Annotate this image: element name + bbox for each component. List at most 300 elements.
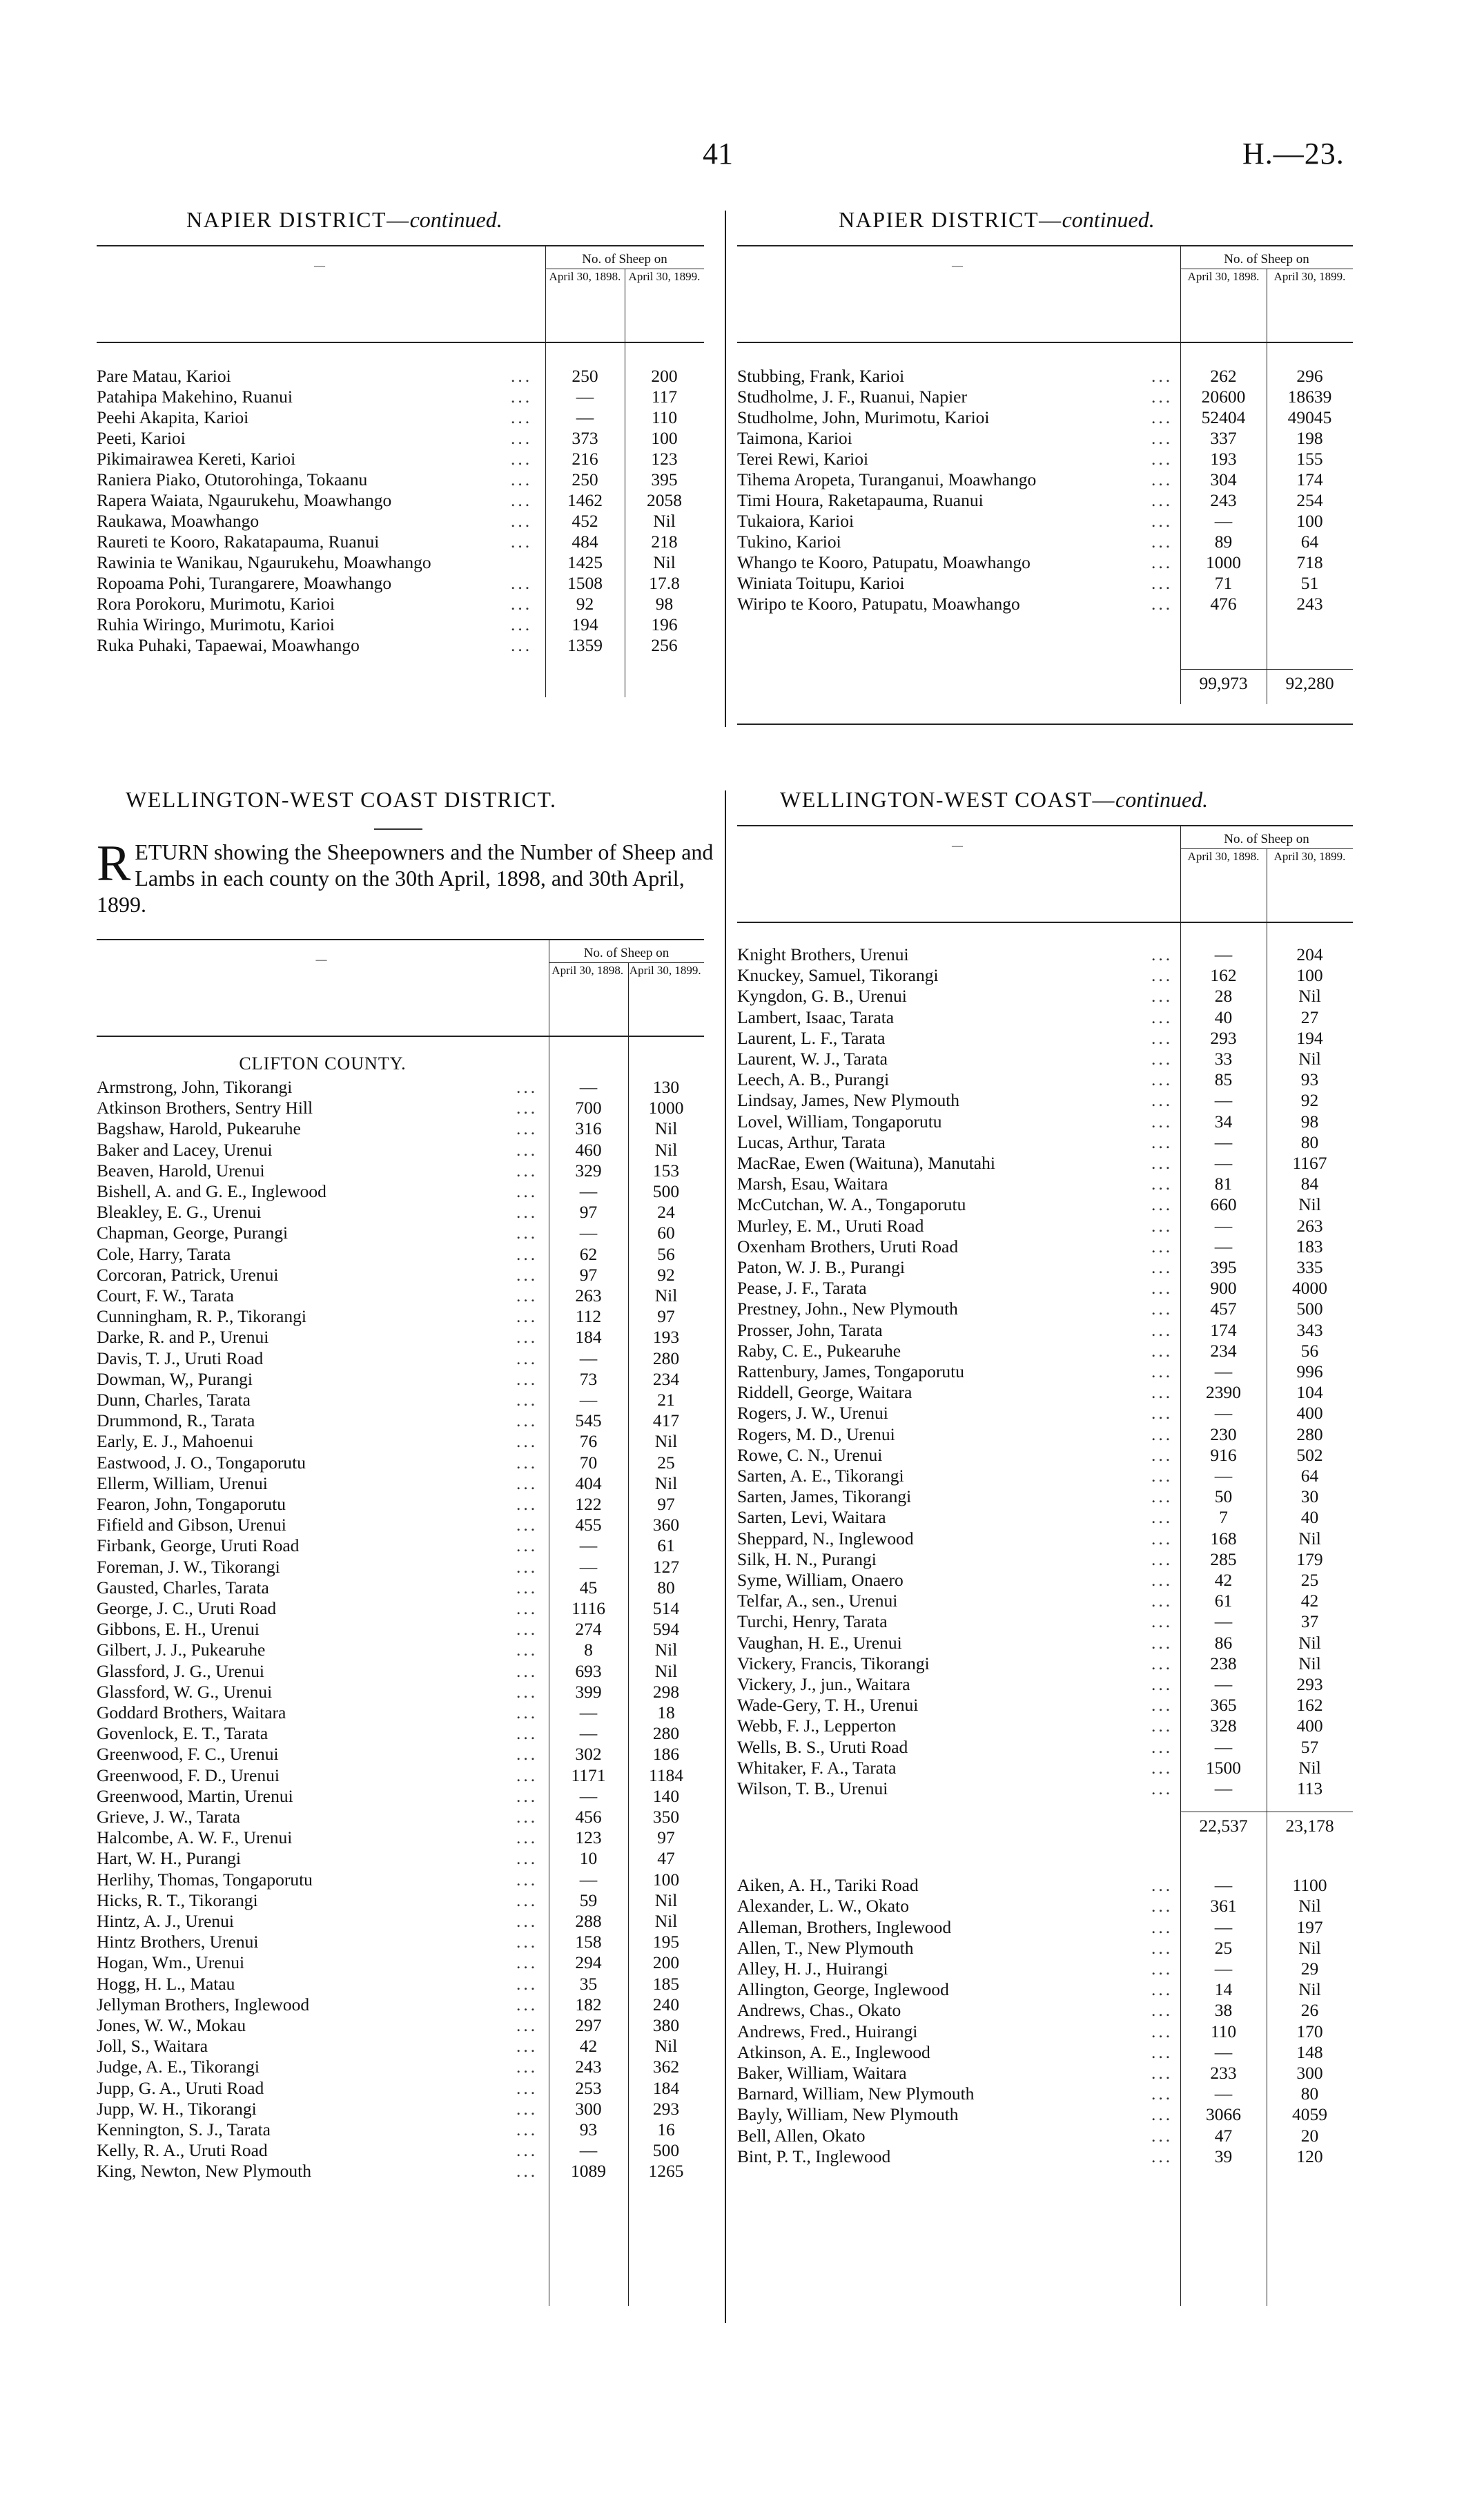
owner-name: Rattenbury, James, Tongaporutu xyxy=(737,1361,964,1381)
sheep-1899: 197 xyxy=(1296,1916,1323,1937)
leader-dots: ... xyxy=(1151,552,1173,572)
sheep-1899: 162 xyxy=(1296,1695,1323,1716)
owner-name: Kyngdon, G. B., Urenui xyxy=(737,986,907,1007)
sheep-1898: — xyxy=(1214,1466,1233,1486)
sheep-1899: 200 xyxy=(652,1952,680,1973)
sheep-1898: 3066 xyxy=(1206,2104,1241,2125)
table-row xyxy=(97,1265,704,1288)
table-row xyxy=(97,1974,704,1997)
owner-name: Gibbons, E. H., Urenui xyxy=(97,1619,260,1640)
owner-name: Corcoran, Patrick, Urenui xyxy=(97,1264,279,1285)
owner-name: Hart, W. H., Purangi xyxy=(97,1848,241,1869)
table-row xyxy=(97,2057,704,2079)
owner-name: Atkinson Brothers, Sentry Hill xyxy=(97,1098,313,1118)
sheep-1899: 198 xyxy=(1296,428,1323,448)
leader-dots: ... xyxy=(1151,2104,1173,2125)
leader-dots: ... xyxy=(511,449,533,469)
sheep-1899: Nil xyxy=(654,2036,678,2057)
owner-name: Prosser, John, Tarata xyxy=(737,1319,883,1340)
sheep-1898: 110 xyxy=(1210,2021,1237,2041)
sheep-1899: Nil xyxy=(654,1640,678,1660)
leader-dots: ... xyxy=(511,366,533,386)
owner-name: Herlihy, Thomas, Tongaporutu xyxy=(97,1869,313,1890)
owner-name: Andrews, Fred., Huirangi xyxy=(737,2021,918,2041)
sheep-1898: 250 xyxy=(572,366,598,386)
leader-dots: ... xyxy=(516,1807,538,1827)
sheep-1898: 302 xyxy=(575,1744,602,1765)
sheep-1899: 24 xyxy=(657,1202,675,1223)
owner-name: Hintz, A. J., Urenui xyxy=(97,1911,235,1931)
sheep-1899: Nil xyxy=(654,1890,678,1910)
sheep-1899: 1167 xyxy=(1292,1153,1327,1173)
sheep-1899: 263 xyxy=(1296,1215,1323,1236)
owner-name: Fifield and Gibson, Urenui xyxy=(97,1515,286,1535)
sheep-1899: 1000 xyxy=(648,1098,684,1118)
owner-name: Jupp, G. A., Uruti Road xyxy=(97,2077,264,2098)
table-row xyxy=(737,1674,1353,1697)
table-row xyxy=(737,1069,1353,1092)
sheep-1898: 93 xyxy=(579,2119,598,2139)
sheep-1899: 80 xyxy=(1300,2084,1319,2104)
sheep-1899: 1265 xyxy=(648,2161,684,2182)
table-row xyxy=(97,511,704,534)
owner-name: Atkinson, A. E., Inglewood xyxy=(737,2041,930,2062)
sheep-1899: 254 xyxy=(1296,490,1323,510)
header-col-1899: April 30, 1899. xyxy=(1273,270,1346,283)
sheep-1898: — xyxy=(579,1535,598,1556)
sheep-1898: 92 xyxy=(576,594,594,614)
table-row xyxy=(97,469,704,492)
leader-dots: ... xyxy=(511,428,533,448)
sheep-1898: 39 xyxy=(1214,2146,1233,2166)
owner-name: Wells, B. S., Uruti Road xyxy=(737,1736,908,1757)
sheep-1898: 89 xyxy=(1214,532,1233,552)
sheep-1899: 293 xyxy=(1296,1674,1323,1694)
sheep-1898: 71 xyxy=(1214,573,1233,593)
leader-dots: ... xyxy=(1151,1069,1173,1090)
sheep-1898: 73 xyxy=(579,1368,598,1389)
section-title-napier-right xyxy=(839,207,1155,233)
table-row xyxy=(737,407,1353,430)
table-row xyxy=(97,1369,704,1392)
leader-dots: ... xyxy=(1151,1695,1173,1716)
sheep-1899: Nil xyxy=(1298,1937,1321,1958)
header-col-1898: April 30, 1898. xyxy=(551,964,624,977)
header-col-1899: April 30, 1899. xyxy=(628,270,701,283)
owner-name: Judge, A. E., Tikorangi xyxy=(97,2057,260,2077)
owner-name: Alexander, L. W., Okato xyxy=(737,1896,909,1916)
table-row xyxy=(97,1682,704,1705)
table-row xyxy=(737,1153,1353,1176)
leader-dots: ... xyxy=(1151,1153,1173,1173)
sheep-1899: 100 xyxy=(652,1869,680,1890)
owner-name: Greenwood, F. C., Urenui xyxy=(97,1744,279,1765)
owner-name: Sarten, James, Tikorangi xyxy=(737,1486,912,1507)
table-row xyxy=(737,1174,1353,1196)
header-col-1898: April 30, 1898. xyxy=(1187,850,1260,863)
table-row xyxy=(97,1535,704,1558)
leader-dots: ... xyxy=(516,1368,538,1389)
sheep-1898: 97 xyxy=(579,1202,598,1223)
owner-name: Allington, George, Inglewood xyxy=(737,1979,949,2000)
sheep-1899: 61 xyxy=(657,1535,675,1556)
sheep-1899: 56 xyxy=(657,1243,675,1264)
table-row xyxy=(737,1132,1353,1155)
sheep-1899: 27 xyxy=(1300,1007,1319,1027)
table-row xyxy=(737,1382,1353,1405)
sheep-1898: — xyxy=(1214,2084,1233,2104)
sheep-1899: 1100 xyxy=(1292,1875,1327,1896)
owner-name: Rogers, M. D., Urenui xyxy=(737,1424,895,1444)
sheep-1898: 1171 xyxy=(571,1765,606,1785)
sheep-1899: 16 xyxy=(657,2119,675,2139)
leader-dots: ... xyxy=(1151,1528,1173,1549)
sheep-1899: Nil xyxy=(1298,1528,1321,1549)
table-row xyxy=(737,1278,1353,1301)
owner-name: Whango te Kooro, Patupatu, Moawhango xyxy=(737,552,1031,572)
intro-dropcap: R xyxy=(97,835,131,892)
sheep-1898: 263 xyxy=(575,1285,602,1305)
owner-name: Raniera Piako, Otutorohinga, Tokaanu xyxy=(97,469,368,489)
sheep-1899: 400 xyxy=(1296,1403,1323,1424)
owner-name: Taimona, Karioi xyxy=(737,428,852,448)
owner-name: Stubbing, Frank, Karioi xyxy=(737,366,905,386)
sheep-1898: — xyxy=(1214,1674,1233,1694)
owner-name: Knight Brothers, Urenui xyxy=(737,944,909,964)
leader-dots: ... xyxy=(1151,1215,1173,1236)
table-row xyxy=(97,1390,704,1412)
section-title-text: WELLINGTON-WEST COAST— xyxy=(780,787,1115,812)
sheep-1899: 92 xyxy=(1300,1090,1319,1111)
leader-dots: ... xyxy=(1151,1736,1173,1757)
owner-name: Rora Porokoru, Murimotu, Karioi xyxy=(97,594,335,614)
leader-dots: ... xyxy=(516,1681,538,1702)
table-row xyxy=(97,1952,704,1975)
table-row xyxy=(97,1911,704,1934)
leader-dots: ... xyxy=(516,1598,538,1618)
owner-name: McCutchan, W. A., Tongaporutu xyxy=(737,1194,966,1215)
leader-dots: ... xyxy=(1151,1027,1173,1048)
sheep-1898: 158 xyxy=(575,1932,602,1952)
owner-name: Early, E. J., Mahoenui xyxy=(97,1431,254,1452)
owner-name: Jellyman Brothers, Inglewood xyxy=(97,1994,310,2015)
owner-name: Paton, W. J. B., Purangi xyxy=(737,1257,905,1277)
sheep-1899: 200 xyxy=(651,366,678,386)
table-row xyxy=(97,1870,704,1892)
leader-dots: ... xyxy=(1151,1632,1173,1653)
sheep-1898: — xyxy=(1214,1132,1233,1152)
sheep-1899: 148 xyxy=(1296,2041,1323,2062)
leader-dots: ... xyxy=(516,1390,538,1410)
sheep-1899: 30 xyxy=(1300,1486,1319,1507)
owner-name: Peeti, Karioi xyxy=(97,428,186,448)
owner-name: Darke, R. and P., Urenui xyxy=(97,1327,269,1348)
sheep-1899: 280 xyxy=(1296,1424,1323,1444)
table-row xyxy=(737,1028,1353,1051)
owner-name: MacRae, Ewen (Waituna), Manutahi xyxy=(737,1153,995,1173)
owner-name: Raby, C. E., Pukearuhe xyxy=(737,1340,901,1361)
leader-dots: ... xyxy=(1151,387,1173,407)
leader-dots: ... xyxy=(1151,2063,1173,2083)
owner-name: Vickery, Francis, Tikorangi xyxy=(737,1653,930,1673)
table-row xyxy=(737,1591,1353,1613)
sheep-1899: 100 xyxy=(1296,965,1323,986)
table-row xyxy=(97,1494,704,1517)
leader-dots: ... xyxy=(1151,1716,1173,1736)
sheep-1899: 280 xyxy=(652,1723,680,1744)
sheep-1899: 127 xyxy=(652,1556,680,1577)
table-row xyxy=(737,1257,1353,1280)
sheep-1898: — xyxy=(579,1556,598,1577)
table-row xyxy=(97,2015,704,2038)
sheep-1898: 1089 xyxy=(571,2161,606,2182)
table-row xyxy=(97,1327,704,1350)
table-row xyxy=(737,965,1353,988)
table-row xyxy=(97,1348,704,1371)
sheep-1898: 112 xyxy=(575,1306,602,1327)
table-row xyxy=(737,1938,1353,1961)
owner-name: Court, F. W., Tarata xyxy=(97,1285,234,1305)
sheep-1898: 455 xyxy=(575,1515,602,1535)
sheep-1898: 52404 xyxy=(1201,407,1246,427)
sheep-1898: — xyxy=(576,407,594,427)
sheep-1899: Nil xyxy=(1298,986,1321,1007)
leader-dots: ... xyxy=(516,1285,538,1305)
table-row xyxy=(737,1758,1353,1780)
sheep-1898: — xyxy=(579,1077,598,1097)
leader-dots: ... xyxy=(1151,1591,1173,1611)
sheep-1899: 49045 xyxy=(1287,407,1332,427)
leader-dots: ... xyxy=(511,407,533,427)
leader-dots: ... xyxy=(516,1660,538,1681)
owner-name: Ropoama Pohi, Turangarere, Moawhango xyxy=(97,573,392,593)
leader-dots: ... xyxy=(516,1744,538,1765)
sheep-1899: 193 xyxy=(652,1327,680,1348)
table-row xyxy=(97,1118,704,1141)
leader-dots: ... xyxy=(511,594,533,614)
sheep-1899: 335 xyxy=(1296,1257,1323,1277)
owner-name: Wiripo te Kooro, Patupatu, Moawhango xyxy=(737,594,1020,614)
sheep-1899: 20 xyxy=(1300,2125,1319,2146)
owner-name: Winiata Toitupu, Karioi xyxy=(737,573,905,593)
sheep-1899: 130 xyxy=(652,1077,680,1097)
leader-dots: ... xyxy=(516,2098,538,2119)
table-row xyxy=(737,490,1353,513)
table-row xyxy=(97,1515,704,1537)
sheep-1898: 1000 xyxy=(1206,552,1241,572)
header-col-1899: April 30, 1899. xyxy=(1273,850,1346,863)
owner-name: Tukaiora, Karioi xyxy=(737,511,855,531)
table-rule xyxy=(628,962,629,2306)
sheep-1899: 98 xyxy=(655,594,674,614)
table-rule xyxy=(545,245,546,697)
owner-name: Baker, William, Waitara xyxy=(737,2063,907,2083)
sheep-1899: 155 xyxy=(1296,449,1323,469)
leader-dots: ... xyxy=(1151,1132,1173,1152)
sheep-1898: 14 xyxy=(1214,1979,1233,2000)
section-title-wellington-right xyxy=(780,787,1208,813)
leader-dots: ... xyxy=(516,1098,538,1118)
table-row xyxy=(737,1341,1353,1363)
leader-dots: ... xyxy=(511,635,533,655)
leader-dots: ... xyxy=(516,1890,538,1910)
section-title-napier-left xyxy=(186,207,502,233)
table-row xyxy=(737,469,1353,492)
owner-name: Pease, J. F., Tarata xyxy=(737,1278,867,1299)
sheep-1899: 40 xyxy=(1300,1507,1319,1528)
sheep-1899: 26 xyxy=(1300,2000,1319,2021)
leader-dots: ... xyxy=(516,1577,538,1598)
sheep-1898: 288 xyxy=(575,1911,602,1931)
owner-name: Pare Matau, Karioi xyxy=(97,366,231,386)
owner-name: Sarten, Levi, Waitara xyxy=(737,1507,886,1528)
table-row xyxy=(737,1570,1353,1593)
leader-dots: ... xyxy=(1151,1653,1173,1673)
sheep-1898: — xyxy=(579,2140,598,2161)
owner-name: Alley, H. J., Huirangi xyxy=(737,1959,888,1979)
table-row xyxy=(97,1661,704,1684)
owner-name: Rawinia te Wanikau, Ngaurukehu, Moawhango xyxy=(97,552,431,572)
sheep-1899: 293 xyxy=(652,2098,680,2119)
sheep-1899: 234 xyxy=(652,1368,680,1389)
table-row xyxy=(737,1424,1353,1447)
leader-dots: ... xyxy=(1151,1319,1173,1340)
owner-name: Jones, W. W., Mokau xyxy=(97,2015,246,2035)
sheep-1898: 40 xyxy=(1214,1007,1233,1027)
sheep-1899: 42 xyxy=(1300,1591,1319,1611)
intro-paragraph xyxy=(97,835,718,918)
sheep-1899: 204 xyxy=(1296,944,1323,964)
table-row xyxy=(737,1633,1353,1656)
sheep-1898: 25 xyxy=(1214,1937,1233,1958)
owner-name: Vickery, J., jun., Waitara xyxy=(737,1674,910,1694)
table-row xyxy=(737,387,1353,409)
sheep-1898: — xyxy=(1214,1215,1233,1236)
table-row xyxy=(97,1223,704,1245)
table-row xyxy=(737,1466,1353,1488)
table-row xyxy=(737,428,1353,451)
table-row xyxy=(97,1473,704,1496)
leader-dots: ... xyxy=(1151,469,1173,489)
table-row xyxy=(737,1875,1353,1898)
leader-dots: ... xyxy=(1151,1875,1173,1896)
sheep-1898: 916 xyxy=(1210,1444,1237,1465)
owner-name: Rowe, C. N., Urenui xyxy=(737,1444,883,1465)
sheep-1898: — xyxy=(1214,1959,1233,1979)
table-row xyxy=(737,1486,1353,1509)
leader-dots: ... xyxy=(1151,594,1173,614)
sheep-1898: 484 xyxy=(572,532,598,552)
table-row xyxy=(737,511,1353,534)
owner-name: Laurent, W. J., Tarata xyxy=(737,1049,888,1069)
leader-dots: ... xyxy=(1151,1959,1173,1979)
leader-dots: ... xyxy=(516,1994,538,2015)
sheep-1899: 179 xyxy=(1296,1549,1323,1569)
sheep-1899: 174 xyxy=(1296,469,1323,489)
table-row xyxy=(97,1598,704,1621)
table-row xyxy=(97,1577,704,1600)
owner-name: Cole, Harry, Tarata xyxy=(97,1243,231,1264)
owner-name: Eastwood, J. O., Tongaporutu xyxy=(97,1452,306,1473)
owner-name: Pikimairawea Kereti, Karioi xyxy=(97,449,296,469)
sheep-1899: 417 xyxy=(652,1410,680,1431)
sheep-1898: 38 xyxy=(1214,2000,1233,2021)
owner-name: Prestney, John., New Plymouth xyxy=(737,1299,958,1319)
owner-name: Fearon, John, Tongaporutu xyxy=(97,1494,286,1514)
table-row xyxy=(97,490,704,513)
section-title-wellington: WELLINGTON-WEST COAST DISTRICT. xyxy=(126,787,557,812)
leader-dots: ... xyxy=(516,1556,538,1577)
leader-dots: ... xyxy=(1151,1916,1173,1937)
leader-dots: ... xyxy=(516,2057,538,2077)
leader-dots: ... xyxy=(1151,1236,1173,1256)
sheep-1899: Nil xyxy=(1298,1896,1321,1916)
sheep-1898: — xyxy=(579,1869,598,1890)
leader-dots: ... xyxy=(516,1932,538,1952)
table-row xyxy=(737,1403,1353,1426)
owner-name: Knuckey, Samuel, Tikorangi xyxy=(737,965,939,986)
leader-dots: ... xyxy=(516,1473,538,1493)
owner-name: Lindsay, James, New Plymouth xyxy=(737,1090,960,1111)
sheep-1898: 545 xyxy=(575,1410,602,1431)
sheep-1899: 594 xyxy=(652,1619,680,1640)
sheep-1898: 297 xyxy=(575,2015,602,2035)
table-row xyxy=(737,1653,1353,1676)
sheep-1898: 457 xyxy=(1210,1299,1237,1319)
sheep-1899: 2058 xyxy=(647,490,682,510)
header-col-1898: April 30, 1898. xyxy=(1187,270,1260,283)
owner-name: Glassford, W. G., Urenui xyxy=(97,1681,273,1702)
leader-dots: ... xyxy=(516,1410,538,1431)
table-row xyxy=(737,1716,1353,1738)
leader-dots: ... xyxy=(516,1535,538,1556)
table-row xyxy=(737,986,1353,1009)
sheep-1899: 92 xyxy=(657,1264,675,1285)
sheep-1898: 476 xyxy=(1210,594,1237,614)
leader-dots: ... xyxy=(516,1139,538,1160)
table-row xyxy=(97,1744,704,1767)
owner-name: Wade-Gery, T. H., Urenui xyxy=(737,1695,919,1716)
sheep-1898: 50 xyxy=(1214,1486,1233,1507)
sheep-1898: 452 xyxy=(572,511,598,531)
sheep-1898: 404 xyxy=(575,1473,602,1493)
leader-dots: ... xyxy=(511,511,533,531)
sheep-1898: — xyxy=(1214,1090,1233,1111)
table-row xyxy=(737,1090,1353,1113)
sheep-1898: 230 xyxy=(1210,1424,1237,1444)
sheep-1899: 100 xyxy=(651,428,678,448)
leader-dots: ... xyxy=(1151,1194,1173,1215)
leader-dots: ... xyxy=(516,2036,538,2057)
owner-name: Beaven, Harold, Urenui xyxy=(97,1160,265,1181)
table-rule xyxy=(1180,245,1181,704)
owner-name: Peehi Akapita, Karioi xyxy=(97,407,249,427)
sheep-1899: 500 xyxy=(652,1181,680,1201)
owner-name: Greenwood, F. D., Urenui xyxy=(97,1765,280,1785)
table-rule xyxy=(549,962,704,963)
sheep-1899: Nil xyxy=(1298,1632,1321,1653)
table-row xyxy=(97,1244,704,1267)
table-row xyxy=(97,1077,704,1100)
sheep-1898: 76 xyxy=(579,1431,598,1452)
sheep-1899: 120 xyxy=(1296,2146,1323,2166)
sheep-1898: — xyxy=(1214,511,1233,531)
sheep-1898: 460 xyxy=(575,1139,602,1160)
header-caption: No. of Sheep on xyxy=(1224,252,1309,266)
sheep-1898: 262 xyxy=(1210,366,1237,386)
leader-dots: ... xyxy=(516,1973,538,1994)
leader-dots: ... xyxy=(1151,1257,1173,1277)
